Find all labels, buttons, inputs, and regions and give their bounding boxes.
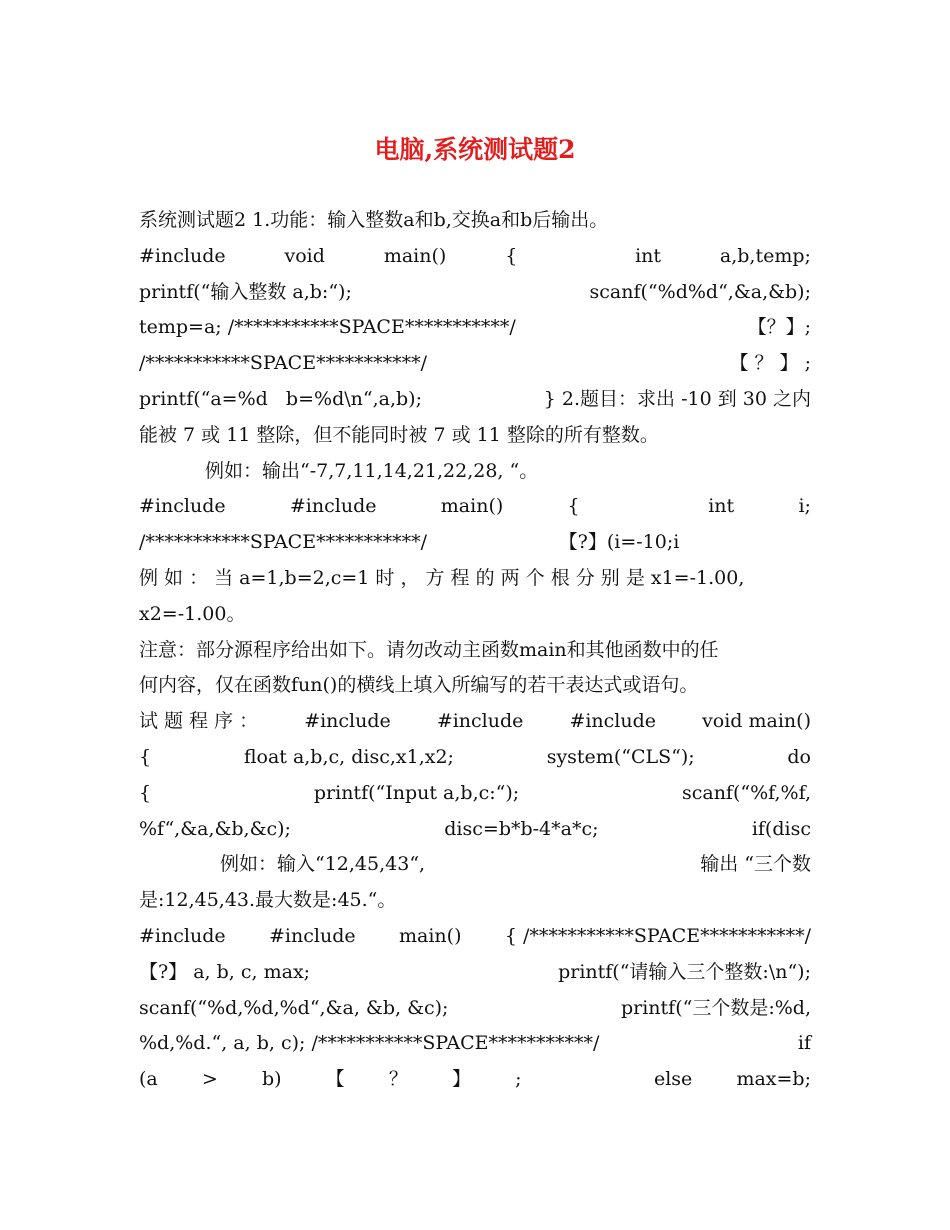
text-segment: 何内容，仅在函数fun()的横线上填入所编写的若干表达式或语句。	[139, 674, 699, 697]
text-segment: if	[797, 1032, 811, 1055]
text-segment: #include	[139, 925, 226, 947]
text-segment: } 2.题目：求出 -10 到 30 之内	[543, 388, 811, 410]
text-segment: system(“CLS“);	[546, 746, 695, 768]
text-segment: 例 如 ： 当 a=1,b=2,c=1 时 ， 方 程 的 两 个 根 分 别 是 x1=-1.00,	[139, 567, 745, 589]
text-segment: 注意：部分源程序给出如下。请勿改动主函数main和其他函数中的任	[139, 638, 719, 661]
text-line	[139, 277, 811, 307]
text-segment: 【？】;	[747, 316, 811, 339]
text-segment: printf(“请输入三个整数:\n“);	[558, 960, 811, 983]
text-segment: { /***********SPACE***********/	[504, 925, 811, 947]
text-segment: {	[139, 746, 152, 768]
text-segment: a,b,temp;	[719, 244, 811, 267]
text-segment: if(disc	[751, 817, 811, 840]
text-segment: scanf(“%d%d“,&a,&b);	[589, 280, 811, 303]
text-line	[139, 921, 811, 951]
text-segment: (a	[139, 1068, 158, 1091]
text-segment: >	[201, 1068, 218, 1091]
text-segment: scanf(“%d,%d,%d“,&a, &b, &c);	[139, 996, 449, 1019]
text-line	[205, 456, 811, 486]
document-title: 电脑,系统测试题2	[374, 135, 576, 164]
text-line	[220, 849, 811, 879]
text-segment: #include	[569, 710, 657, 733]
text-line	[139, 241, 811, 271]
text-segment: main()	[399, 925, 462, 947]
text-segment: %d,%d.“, a, b, c); /***********SPACE***********/	[139, 1032, 600, 1055]
text-segment: i;	[798, 495, 811, 518]
text-segment: {	[139, 781, 152, 804]
text-segment: else	[653, 1068, 693, 1091]
text-segment: printf(“输入整数 a,b:“);	[139, 280, 352, 303]
text-line	[139, 670, 811, 700]
text-segment: 例如：输出“-7,7,11,14,21,22,28, “。	[205, 459, 539, 482]
text-segment: disc=b*b-4*a*c;	[444, 817, 599, 840]
text-line	[139, 993, 811, 1023]
text-segment: {	[505, 244, 518, 267]
text-line	[139, 563, 811, 593]
text-segment: 【?】(i=-10;i	[558, 531, 680, 554]
text-segment: #include	[269, 925, 356, 947]
text-segment: x2=-1.00。	[139, 602, 246, 625]
text-segment: void main()	[702, 710, 811, 733]
text-segment: int	[708, 495, 735, 518]
text-segment: void	[284, 244, 325, 267]
text-segment: 例如：输入“12,45,43“,	[220, 853, 426, 876]
text-line	[139, 312, 811, 342]
text-line	[139, 384, 811, 414]
text-line	[139, 491, 811, 521]
text-line	[139, 205, 811, 235]
text-segment: 能被 7 或 11 整除，但不能同时被 7 或 11 整除的所有整数。	[139, 423, 659, 446]
text-segment: #include	[139, 495, 226, 518]
text-segment: printf(“a=%d b=%d\n“,a,b);	[139, 388, 422, 410]
text-segment: 【?】 a, b, c, max;	[139, 960, 311, 983]
text-segment: #include	[436, 710, 524, 733]
text-segment: do	[787, 746, 811, 768]
text-line	[139, 957, 811, 987]
text-segment: {	[567, 495, 580, 518]
text-segment: float a,b,c, disc,x1,x2;	[243, 746, 454, 768]
text-segment: scanf(“%f,%f,	[681, 781, 811, 804]
text-segment: max=b;	[736, 1068, 811, 1091]
text-segment: main()	[383, 244, 447, 267]
text-segment: #include	[304, 710, 391, 733]
text-line	[139, 1028, 811, 1058]
text-segment: /***********SPACE***********/	[139, 531, 427, 554]
text-segment: printf(“Input a,b,c:“);	[313, 781, 520, 804]
text-line	[139, 348, 811, 378]
text-segment: ;	[515, 1068, 522, 1091]
text-segment: int	[635, 244, 662, 267]
text-line	[139, 742, 811, 772]
text-segment: 是:12,45,43.最大数是:45.“。	[139, 889, 397, 912]
text-line	[139, 420, 811, 450]
text-segment: 【 ？ 】 ;	[729, 352, 811, 375]
text-segment: #include	[139, 244, 226, 267]
text-line	[139, 599, 811, 629]
text-line	[139, 885, 811, 915]
text-segment: 【	[325, 1068, 345, 1091]
text-segment: 输出 “三个数	[700, 853, 811, 876]
text-segment: 】	[451, 1068, 471, 1091]
text-segment: 系统测试题2 1.功能：输入整数a和b,交换a和b后输出。	[139, 209, 609, 231]
text-line	[139, 814, 811, 844]
text-segment: printf(“三个数是:%d,	[620, 996, 811, 1019]
text-segment: b)	[261, 1068, 282, 1091]
text-line	[139, 778, 811, 808]
text-segment: ？	[388, 1068, 408, 1091]
text-line	[139, 1064, 811, 1094]
text-segment: main()	[440, 495, 504, 518]
text-line	[139, 706, 811, 736]
text-segment: #include	[289, 495, 377, 518]
text-segment: %f“,&a,&b,&c);	[139, 817, 291, 840]
text-line	[139, 527, 811, 557]
text-segment: /***********SPACE***********/	[139, 352, 427, 375]
text-line	[139, 635, 811, 665]
text-segment: 试 题 程 序 ：	[139, 710, 259, 733]
text-segment: temp=a; /***********SPACE***********/	[139, 316, 516, 339]
